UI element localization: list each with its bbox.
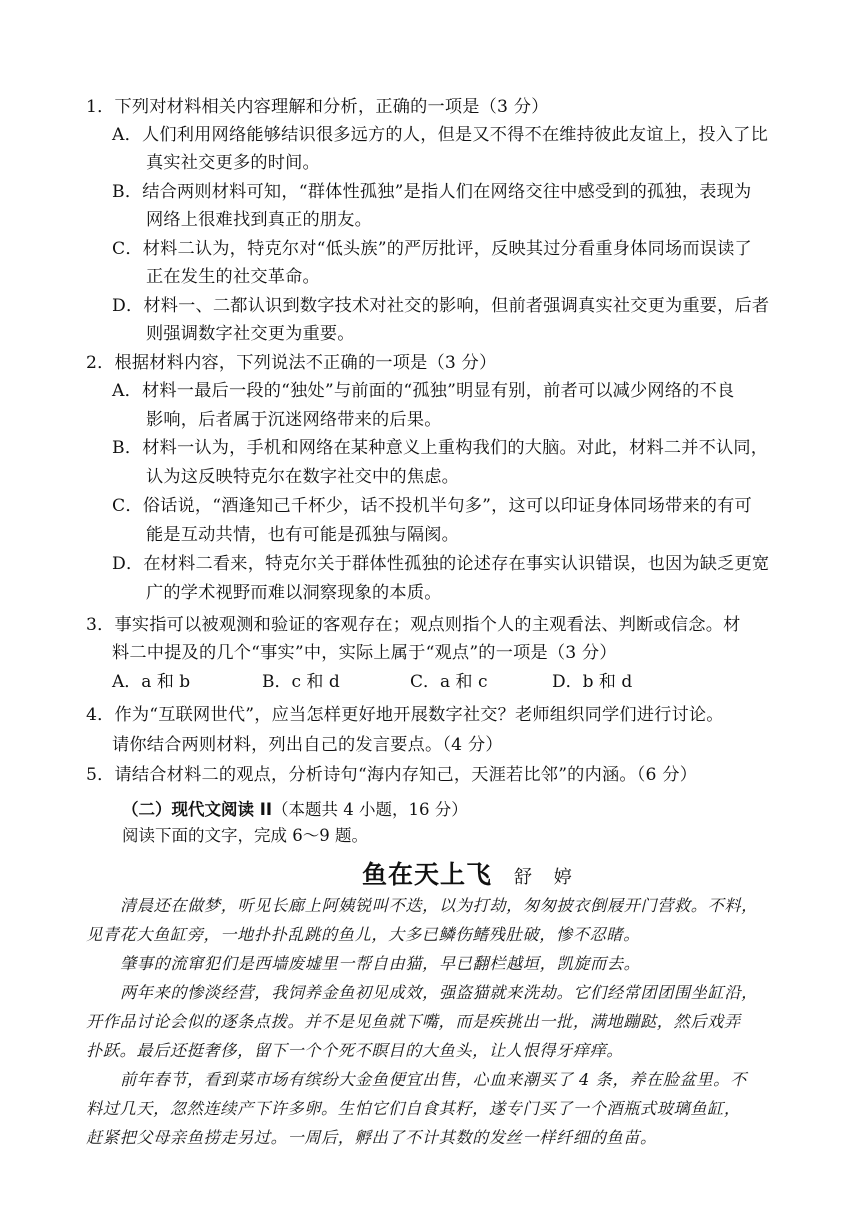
section-detail: （本题共 4 小题，16 分） — [272, 800, 468, 819]
article-line: 开作品讨论会似的逐条点拨。并不是见鱼就下嘴，而是疾挑出一批，满地蹦跶，然后戏弄 — [86, 1012, 741, 1031]
article-line: 赶紧把父母亲鱼捞走另过。一周后，孵出了不计其数的发丝一样纤细的鱼苗。 — [86, 1128, 657, 1147]
question-3-stem-cont: 料二中提及的几个“事实”中，实际上属于“观点”的一项是（3 分） — [112, 643, 617, 663]
section-title: （二）现代文阅读 II — [122, 800, 273, 819]
question-1-stem: 1．下列对材料相关内容理解和分析，正确的一项是（3 分） — [86, 97, 549, 117]
question-2-option-a-cont: 影响，后者属于沉迷网络带来的后果。 — [146, 410, 442, 430]
article-line: 见青花大鱼缸旁，一地扑扑乱跳的鱼儿，大多已鳞伤鳍残肚破，惨不忍睹。 — [86, 925, 640, 944]
section-heading — [122, 796, 468, 820]
question-1-option-c-cont: 正在发生的社交革命。 — [146, 267, 320, 287]
question-1-option-b: B．结合两则材料可知，“群体性孤独”是指人们在网络交往中感受到的孤独，表现为 — [112, 182, 752, 202]
question-1-option-a-cont: 真实社交更多的时间。 — [146, 153, 320, 173]
question-2-option-d-cont: 广的学术视野而难以洞察现象的本质。 — [146, 583, 442, 603]
section-instruction: 阅读下面的文字，完成 6～9 题。 — [122, 826, 368, 845]
article-line: 前年春节，看到菜市场有缤纷大金鱼便宜出售，心血来潮买了 4 条，养在脸盆里。不 — [120, 1070, 747, 1089]
question-1-option-b-cont: 网络上很难找到真正的朋友。 — [146, 210, 373, 230]
article-author: 舒 婷 — [514, 867, 580, 888]
question-2-option-d: D．在材料二看来，特克尔关于群体性孤独的论述存在事实认识错误，也因为缺乏更宽 — [112, 554, 770, 574]
question-1-option-d-cont: 则强调数字社交更为重要。 — [146, 324, 355, 344]
question-3-option-b: B．c 和 d — [262, 672, 340, 692]
article-line: 料过几天，忽然连续产下许多卵。生怕它们自食其籽，遂专门买了一个酒瓶式玻璃鱼缸， — [86, 1099, 741, 1118]
article-line: 清晨还在做梦，听见长廊上阿姨锐叫不迭，以为打劫，匆匆披衣倒屐开门营救。不料， — [120, 896, 758, 915]
article-title-row — [362, 855, 580, 891]
question-3-option-c: C．a 和 c — [410, 672, 488, 692]
article-line: 扑跃。最后还挺奢侈，留下一个个死不瞑目的大鱼头，让人恨得牙痒痒。 — [86, 1041, 624, 1060]
question-5-stem: 5．请结合材料二的观点，分析诗句“海内存知己，天涯若比邻”的内涵。（6 分） — [86, 765, 698, 785]
question-2-option-c-cont: 能是互动共情，也有可能是孤独与隔阂。 — [146, 525, 459, 545]
question-2-option-a: A．材料一最后一段的“独处”与前面的“孤独”明显有别，前者可以减少网络的不良 — [112, 381, 735, 401]
question-2-stem: 2．根据材料内容，下列说法不正确的一项是（3 分） — [86, 353, 497, 373]
question-3-option-a: A．a 和 b — [112, 672, 191, 692]
article-line: 两年来的惨淡经营，我饲养金鱼初见成效，强盗猫就来洗劫。它们经常团团围坐缸沿， — [120, 983, 758, 1002]
question-1-option-d: D．材料一、二都认识到数字技术对社交的影响，但前者强调真实社交更为重要，后者 — [112, 296, 770, 316]
question-1-option-a: A．人们利用网络能够结识很多远方的人，但是又不得不在维持彼此友谊上，投入了比 — [112, 125, 768, 145]
question-2-option-b-cont: 认为这反映特克尔在数字社交中的焦虑。 — [146, 467, 459, 487]
question-3-stem: 3．事实指可以被观测和验证的客观存在；观点则指个人的主观看法、判断或信念。材 — [86, 615, 741, 635]
question-3-option-d: D．b 和 d — [552, 672, 633, 692]
article-line: 肇事的流窜犯们是西墙废墟里一帮自由猫，早已翻栏越垣，凯旋而去。 — [120, 954, 641, 973]
question-4-stem: 4．作为“互联网世代”，应当怎样更好地开展数字社交？老师组织同学们进行讨论。 — [86, 705, 724, 725]
question-2-option-c: C．俗话说，“酒逢知己千杯少，话不投机半句多”，这可以印证身体同场带来的有可 — [112, 496, 752, 516]
question-2-option-b: B．材料一认为，手机和网络在某种意义上重构我们的大脑。对此，材料二并不认同， — [112, 438, 769, 458]
question-4-stem-cont: 请你结合两则材料，列出自己的发言要点。（4 分） — [112, 735, 503, 755]
question-1-option-c: C．材料二认为，特克尔对“低头族”的严厉批评，反映其过分看重身体同场而误读了 — [112, 239, 752, 259]
article-title: 鱼在天上飞 — [362, 860, 493, 889]
